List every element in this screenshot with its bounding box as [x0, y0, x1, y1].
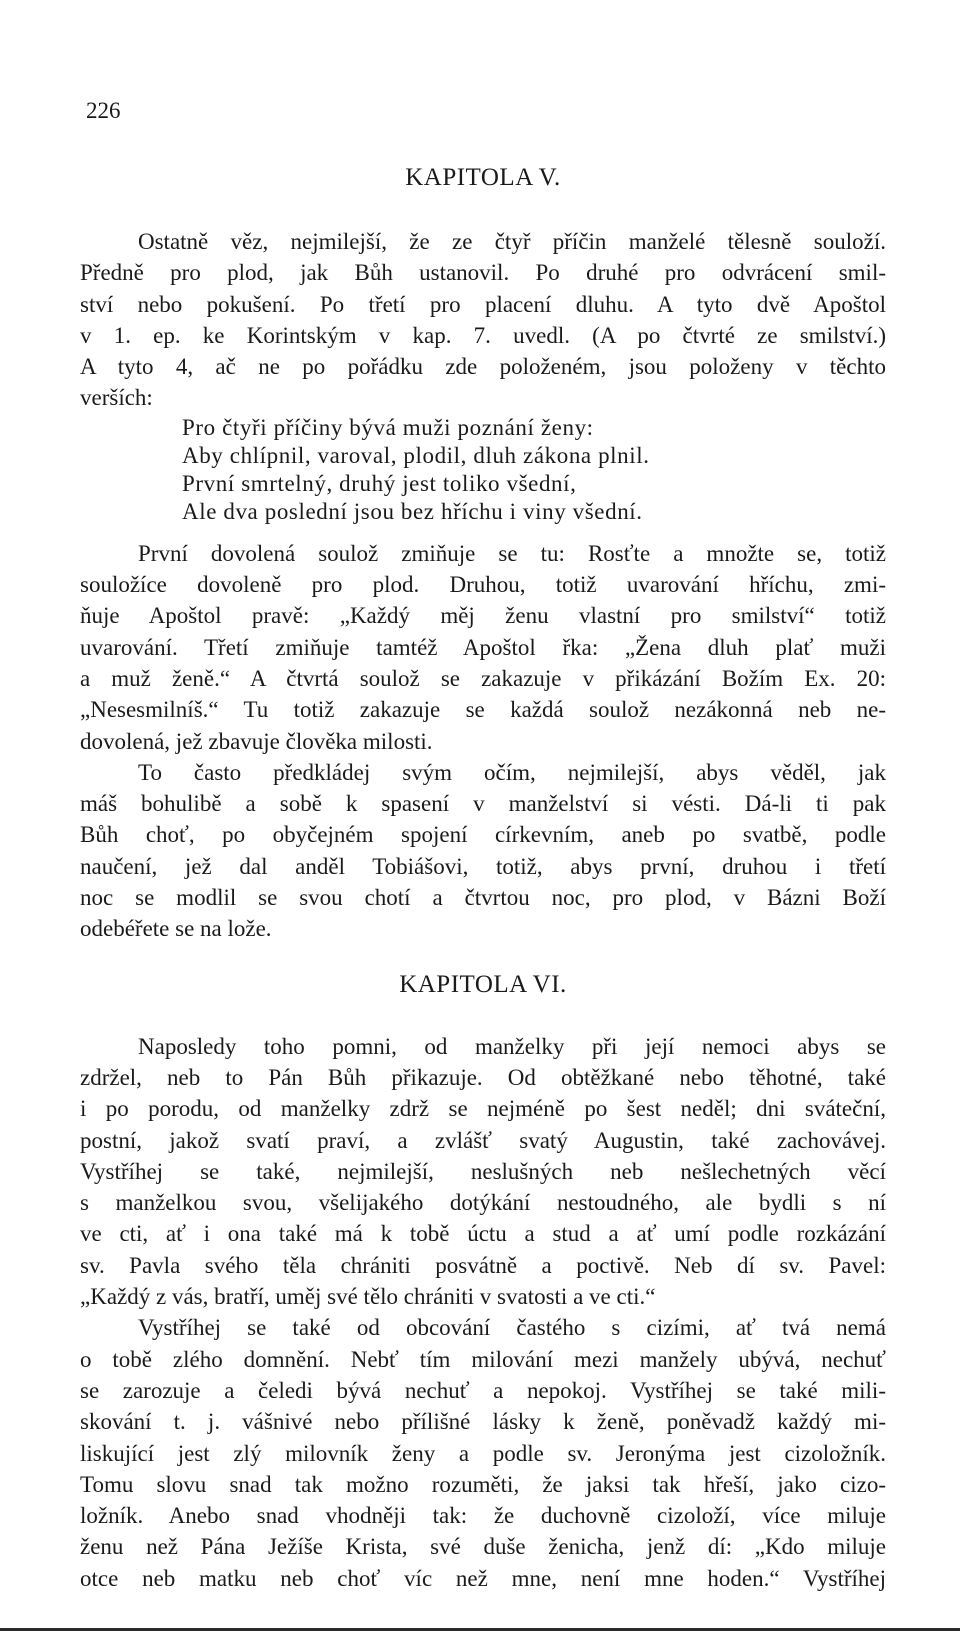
- text-line: se zarozuje a čeledi bývá nechuť a nepokoj. Vystříhej se také mili-: [80, 1377, 886, 1403]
- page-number: 226: [86, 98, 121, 123]
- text-line: noc se modlil se svou chotí a čtvrtou noc, pro plod, v Bázni Boží: [80, 885, 886, 911]
- chapter-6-paragraph-2: [80, 1312, 886, 1594]
- text-line: Vystříhej se také od obcování častého s cizími, ať tvá nemá: [138, 1315, 886, 1341]
- verse-line: První smrtelný, druhý jest toliko všední,: [182, 470, 577, 496]
- text-line: Předně pro plod, jak Bůh ustanovil. Po druhé pro odvrácení smil-: [80, 260, 886, 286]
- text-line: Ostatně věz, nejmilejší, že ze čtyř příčin manželé tělesně souloží.: [138, 229, 886, 254]
- text-line: uvarování. Třetí zmiňuje tamtéž Apoštol řka: „Žena dluh plať muži: [80, 634, 886, 660]
- text-line: Naposledy toho pomni, od manželky při její nemoci abys se: [138, 1033, 886, 1059]
- text-line: Bůh choť, po obyčejném spojení církevním, aneb po svatbě, podle: [80, 822, 886, 848]
- text-line: liskující jest zlý milovník ženy a podle sv. Jeronýma jest cizoložník.: [80, 1440, 886, 1466]
- text-line: o tobě zlého domnění. Nebť tím milování mezi manžely ubývá, nechuť: [80, 1346, 886, 1372]
- text-line: odebéřete se na lože.: [80, 916, 272, 942]
- text-line: „Každý z vás, bratří, uměj své tělo chrániti v svatosti a ve cti.“: [80, 1284, 656, 1310]
- text-line: zdržel, neb to Pán Bůh přikazuje. Od obtěžkané nebo těhotné, také: [80, 1064, 886, 1090]
- page-body: [80, 160, 886, 1594]
- text-line: souložíce dovoleně pro plod. Druhou, totiž uvarování hříchu, zmi-: [80, 572, 886, 598]
- text-line: s manželkou svou, všelijakého dotýkání nestoudného, ale bydli s ní: [80, 1190, 886, 1216]
- text-line: a muž ženě.“ A čtvrtá soulož se zakazuje v přikázání Božím Ex. 20:: [80, 665, 886, 691]
- text-line: sv. Pavla svého těla chrániti posvátně a poctivě. Neb dí sv. Pavel:: [80, 1252, 886, 1278]
- text-line: postní, jakož svatí praví, a zvlášť svatý Augustin, také zachovávej.: [80, 1127, 886, 1153]
- chapter-5-paragraph-1: [80, 226, 886, 414]
- verse-line: Pro čtyři příčiny bývá muži poznání ženy:: [182, 414, 594, 440]
- text-line: otce neb matku neb choť víc než mne, není mne hoden.“ Vystříhej: [80, 1565, 886, 1591]
- verse-line: Ale dva poslední jsou bez hříchu i viny všední.: [182, 498, 643, 524]
- text-line: máš bohulibě a sobě k spasení v manželství si vésti. Dá-li ti pak: [80, 791, 886, 817]
- text-line: i po porodu, od manželky zdrž se nejméně po šest neděl; dni sváteční,: [80, 1096, 886, 1122]
- text-line: První dovolená soulož zmiňuje se tu: Rosťte a množte se, totiž: [138, 540, 886, 566]
- verse-block: [182, 414, 886, 526]
- text-line: ložník. Anebo snad vhodněji tak: že duchovně cizoloží, více miluje: [80, 1503, 886, 1529]
- chapter-5-paragraph-3: [80, 757, 886, 945]
- chapter-title-5: KAPITOLA V.: [405, 164, 561, 191]
- text-line: To často předkládej svým očím, nejmilejší, abys věděl, jak: [138, 759, 886, 785]
- text-line: A tyto 4, ač ne po pořádku zde položeném, jsou položeny v těchto: [80, 354, 886, 380]
- text-line: dovolená, jež zbavuje člověka milosti.: [80, 728, 433, 754]
- text-line: skování t. j. vášnivé nebo přílišné lásky k ženě, poněvadž každý mi-: [80, 1409, 886, 1435]
- text-line: Tomu slovu snad tak možno rozuměti, že jaksi tak hřeší, jako cizo-: [80, 1471, 886, 1497]
- text-line: verších:: [80, 385, 153, 411]
- chapter-6-paragraph-1: [80, 1031, 886, 1313]
- text-line: Vystříhej se také, nejmilejší, neslušných neb nešlechetných věcí: [80, 1158, 886, 1184]
- text-line: ství nebo pokušení. Po třetí pro placení dluhu. A tyto dvě Apoštol: [80, 291, 886, 317]
- text-line: naučení, jež dal anděl Tobiášovi, totiž, abys první, druhou i třetí: [80, 853, 886, 879]
- bottom-rule: [0, 1628, 960, 1631]
- chapter-title-6: KAPITOLA VI.: [399, 970, 567, 998]
- chapter-5-paragraph-2: [80, 538, 886, 757]
- text-line: v 1. ep. ke Korintským v kap. 7. uvedl. (A po čtvrté ze smilství.): [80, 322, 886, 348]
- text-line: „Nesesmilníš.“ Tu totiž zakazuje se každá soulož nezákonná neb ne-: [80, 697, 886, 723]
- text-line: ňuje Apoštol pravě: „Každý měj ženu vlastní pro smilství“ totiž: [80, 603, 886, 629]
- text-line: ve cti, ať i ona také má k tobě úctu a stud a ať umí podle rozkázání: [80, 1221, 886, 1247]
- verse-line: Aby chlípnil, varoval, plodil, dluh zákona plnil.: [182, 442, 650, 468]
- text-line: ženu než Pána Ježíše Krista, své duše ženicha, jenž dí: „Kdo miluje: [80, 1534, 886, 1560]
